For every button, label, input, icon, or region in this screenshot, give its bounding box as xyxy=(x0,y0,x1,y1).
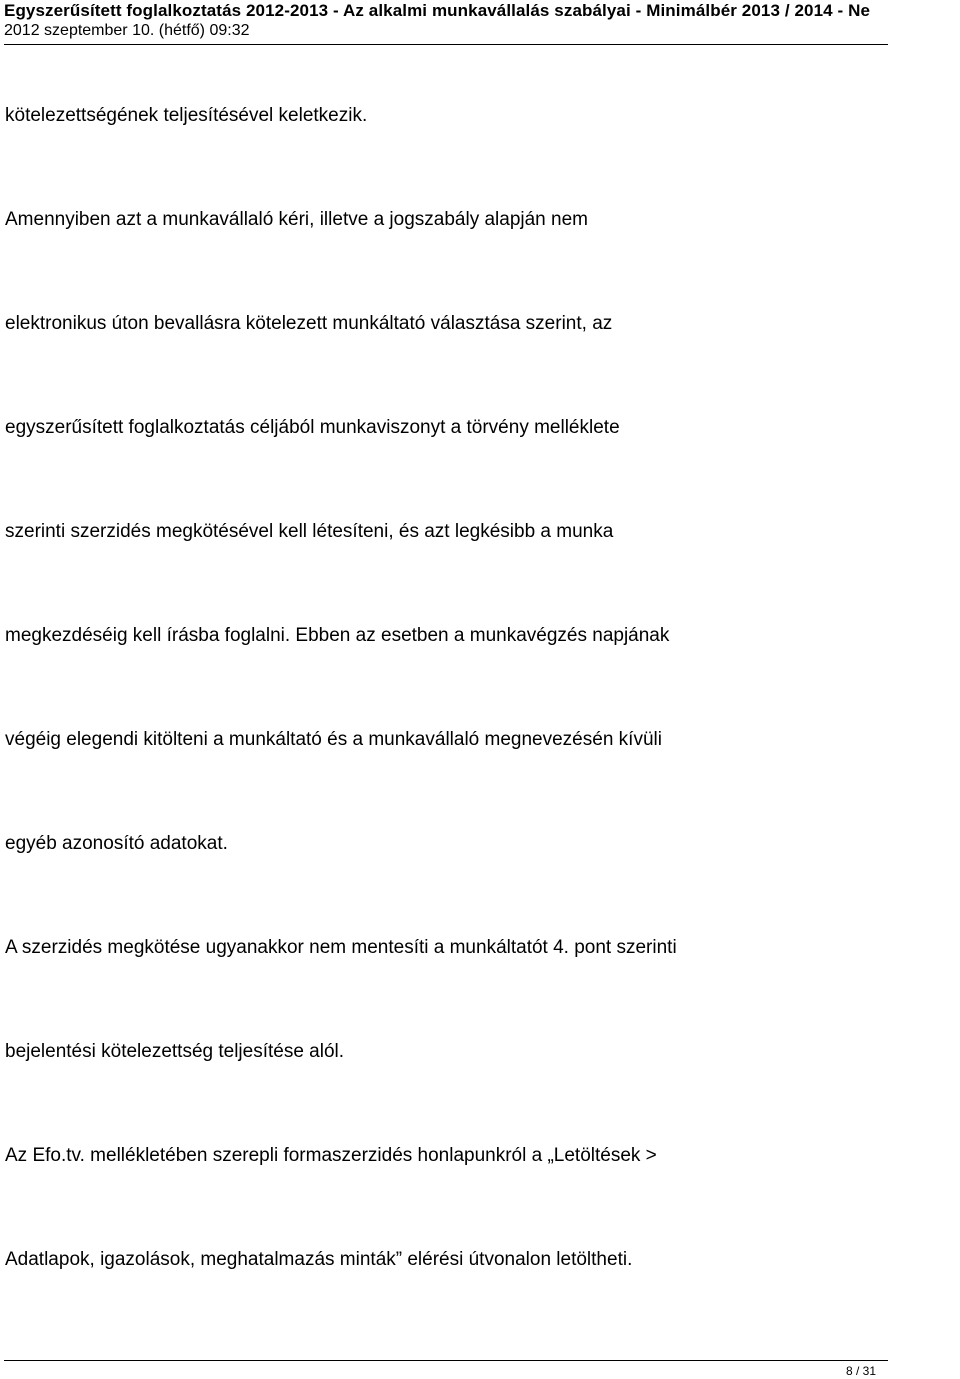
footer-divider xyxy=(4,1360,888,1361)
text-line: Adatlapok, igazolások, meghatalmazás minták” elérési útvonalon letöltheti. xyxy=(5,1249,633,1270)
text-line: kötelezettségének teljesítésével keletkezik. xyxy=(5,105,368,126)
document-body xyxy=(5,101,955,1349)
text-line: bejelentési kötelezettség teljesítése alól. xyxy=(5,1041,345,1062)
text-line: Amennyiben azt a munkavállaló kéri, illetve a jogszabály alapján nem xyxy=(5,209,588,230)
text-line: szerinti szerzidés megkötésével kell létesíteni, és azt legkésibb a munka xyxy=(5,521,614,542)
text-line: Az Efo.tv. mellékletében szerepli formaszerzidés honlapunkról a „Letöltések > xyxy=(5,1145,657,1166)
text-line: végéig elegendi kitölteni a munkáltató és a munkavállaló megnevezésén kívüli xyxy=(5,729,662,750)
header-title: Egyszerűsített foglalkoztatás 2012-2013 - Az alkalmi munkavállalás szabályai - Minimálbér 2013 / 2014 - Ne xyxy=(4,1,871,20)
text-line: megkezdéséig kell írásba foglalni. Ebben az esetben a munkavégzés napjának xyxy=(5,625,670,646)
text-line: egyéb azonosító adatokat. xyxy=(5,833,228,854)
text-line: elektronikus úton bevallásra kötelezett munkáltató választása szerint, az xyxy=(5,313,613,334)
page-number: 8 / 31 xyxy=(845,1364,876,1378)
page-header xyxy=(0,0,960,48)
text-line: A szerzidés megkötése ugyanakkor nem mentesíti a munkáltatót 4. pont szerinti xyxy=(5,937,677,958)
header-date: 2012 szeptember 10. (hétfő) 09:32 xyxy=(4,22,250,39)
header-divider xyxy=(4,44,888,45)
text-line: egyszerűsített foglalkoztatás céljából munkaviszonyt a törvény melléklete xyxy=(5,417,620,438)
